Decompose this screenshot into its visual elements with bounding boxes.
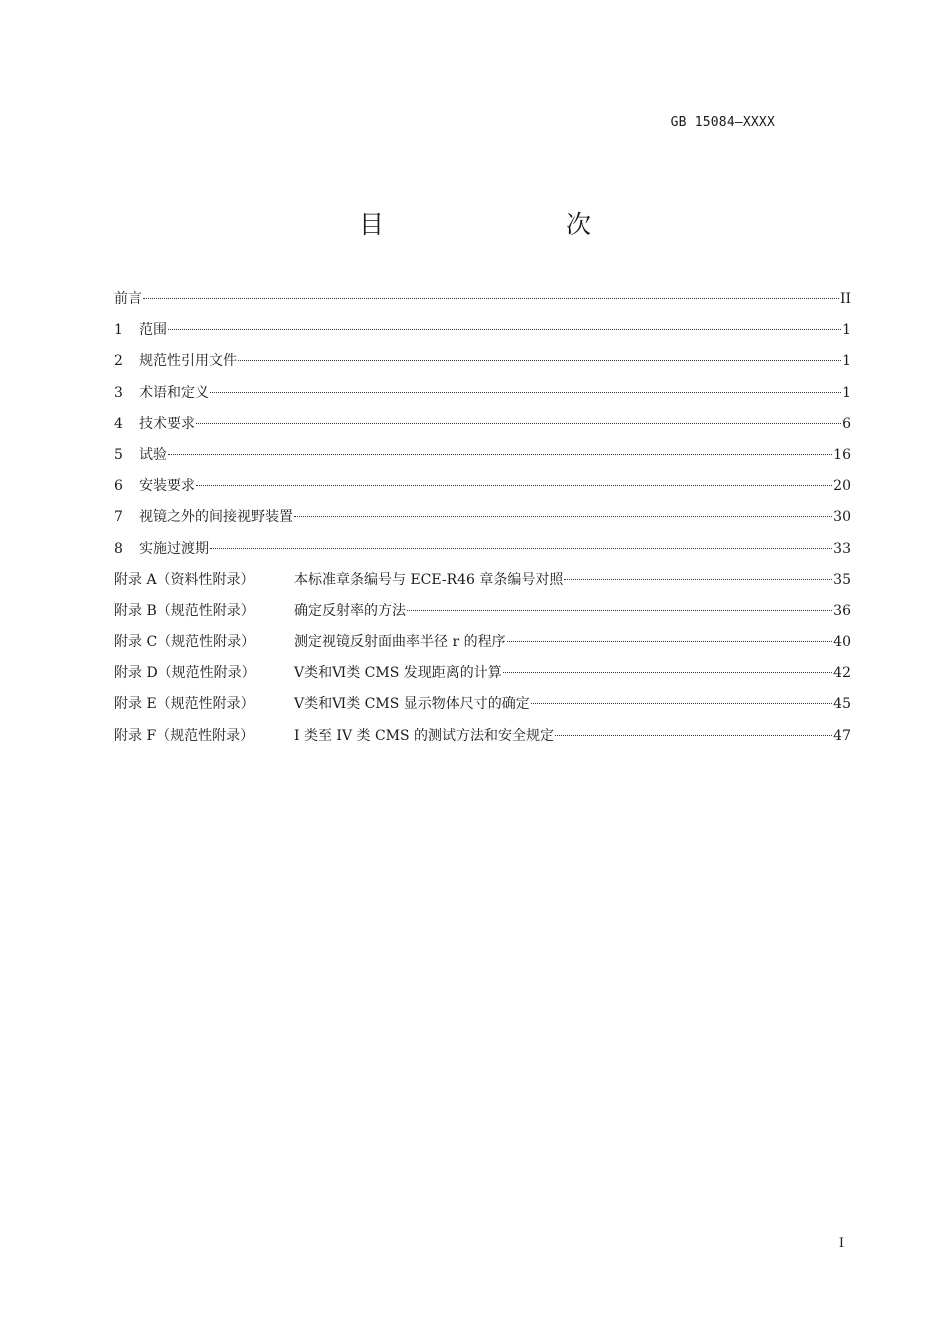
toc-entry-page: 35	[833, 571, 851, 588]
dot-leader	[503, 672, 832, 673]
toc-entry-label: 测定视镜反射面曲率半径 r 的程序	[294, 634, 506, 651]
toc-entry-number: 2	[114, 353, 123, 370]
toc-entry-number: 6	[114, 478, 123, 495]
document-code: GB 15084—XXXX	[670, 115, 775, 130]
toc-entry-chapter[interactable]	[114, 534, 851, 565]
toc-entry-page: 16	[833, 446, 851, 463]
dot-leader	[143, 298, 839, 299]
toc-entry-label: Ⅴ类和Ⅵ类 CMS 显示物体尺寸的确定	[294, 696, 530, 713]
dot-leader	[531, 703, 832, 704]
toc-entry-page: 1	[842, 322, 851, 339]
toc-entry-label: 规范性引用文件	[139, 353, 237, 370]
toc-entry-label: 确定反射率的方法	[294, 602, 406, 619]
toc-entry-number: 4	[114, 415, 123, 432]
toc-entry-appendix[interactable]	[114, 658, 851, 689]
toc-entry-appendix[interactable]	[114, 596, 851, 627]
toc-entry-page: 47	[833, 727, 851, 744]
dot-leader	[238, 360, 841, 361]
toc-entry-label: 术语和定义	[139, 384, 209, 401]
toc-entry-number: 8	[114, 540, 123, 557]
toc-entry-chapter[interactable]	[114, 471, 851, 502]
toc-entry-chapter[interactable]	[114, 409, 851, 440]
toc-entry-chapter[interactable]	[114, 315, 851, 346]
appendix-prefix: 附录 A（资料性附录）	[114, 571, 255, 588]
appendix-prefix: 附录 F（规范性附录）	[114, 727, 255, 744]
toc-entry-chapter[interactable]	[114, 346, 851, 377]
toc-entry-label: 实施过渡期	[139, 540, 209, 557]
toc-entry-page: 1	[842, 353, 851, 370]
toc-entry-appendix[interactable]	[114, 565, 851, 596]
toc-entry-page: 30	[833, 509, 851, 526]
appendix-prefix: 附录 D（规范性附录）	[114, 665, 256, 682]
toc-entry-page: 42	[833, 665, 851, 682]
toc-entry-page: 1	[842, 384, 851, 401]
toc-entry-label: 范围	[139, 322, 167, 339]
appendix-prefix: 附录 E（规范性附录）	[114, 696, 255, 713]
toc-entry-page: 40	[833, 634, 851, 651]
dot-leader	[507, 641, 833, 642]
dot-leader	[196, 485, 832, 486]
dot-leader	[210, 392, 841, 393]
toc-entry-label: 前言	[114, 291, 142, 307]
appendix-prefix: 附录 C（规范性附录）	[114, 634, 256, 651]
toc-entry-page: 33	[833, 540, 851, 557]
toc-entry-number: 7	[114, 509, 123, 526]
toc-entry-chapter[interactable]	[114, 502, 851, 533]
dot-leader	[196, 423, 841, 424]
toc-entry-appendix[interactable]	[114, 627, 851, 658]
toc-entry-label: I 类至 IV 类 CMS 的测试方法和安全规定	[294, 727, 555, 744]
dot-leader	[294, 516, 832, 517]
toc-entry-page: 45	[833, 696, 851, 713]
page-title: 目 次	[358, 210, 635, 239]
dot-leader	[407, 610, 832, 611]
toc-entry-page: 20	[833, 478, 851, 495]
toc-entry-label: 本标准章条编号与 ECE-R46 章条编号对照	[294, 571, 564, 588]
toc-entry-label: 技术要求	[139, 415, 195, 432]
page-number: I	[838, 1236, 844, 1251]
toc-entry-preface[interactable]	[114, 284, 851, 315]
dot-leader	[210, 548, 832, 549]
table-of-contents	[114, 284, 851, 752]
toc-entry-number: 3	[114, 384, 123, 401]
toc-entry-appendix[interactable]	[114, 721, 851, 752]
dot-leader	[564, 579, 832, 580]
toc-entry-label: 视镜之外的间接视野装置	[139, 509, 293, 526]
toc-entry-chapter[interactable]	[114, 378, 851, 409]
toc-entry-page: 36	[833, 602, 851, 619]
toc-entry-number: 5	[114, 446, 123, 463]
dot-leader	[555, 735, 832, 736]
toc-entry-label: 安装要求	[139, 478, 195, 495]
toc-entry-chapter[interactable]	[114, 440, 851, 471]
toc-entry-label: 试验	[139, 446, 167, 463]
appendix-prefix: 附录 B（规范性附录）	[114, 602, 255, 619]
toc-entry-page: II	[839, 291, 851, 307]
toc-entry-number: 1	[114, 322, 123, 339]
toc-entry-page: 6	[842, 415, 851, 432]
toc-entry-label: Ⅴ类和Ⅵ类 CMS 发现距离的计算	[294, 665, 502, 682]
dot-leader	[168, 329, 841, 330]
toc-entry-appendix[interactable]	[114, 689, 851, 720]
dot-leader	[168, 454, 832, 455]
